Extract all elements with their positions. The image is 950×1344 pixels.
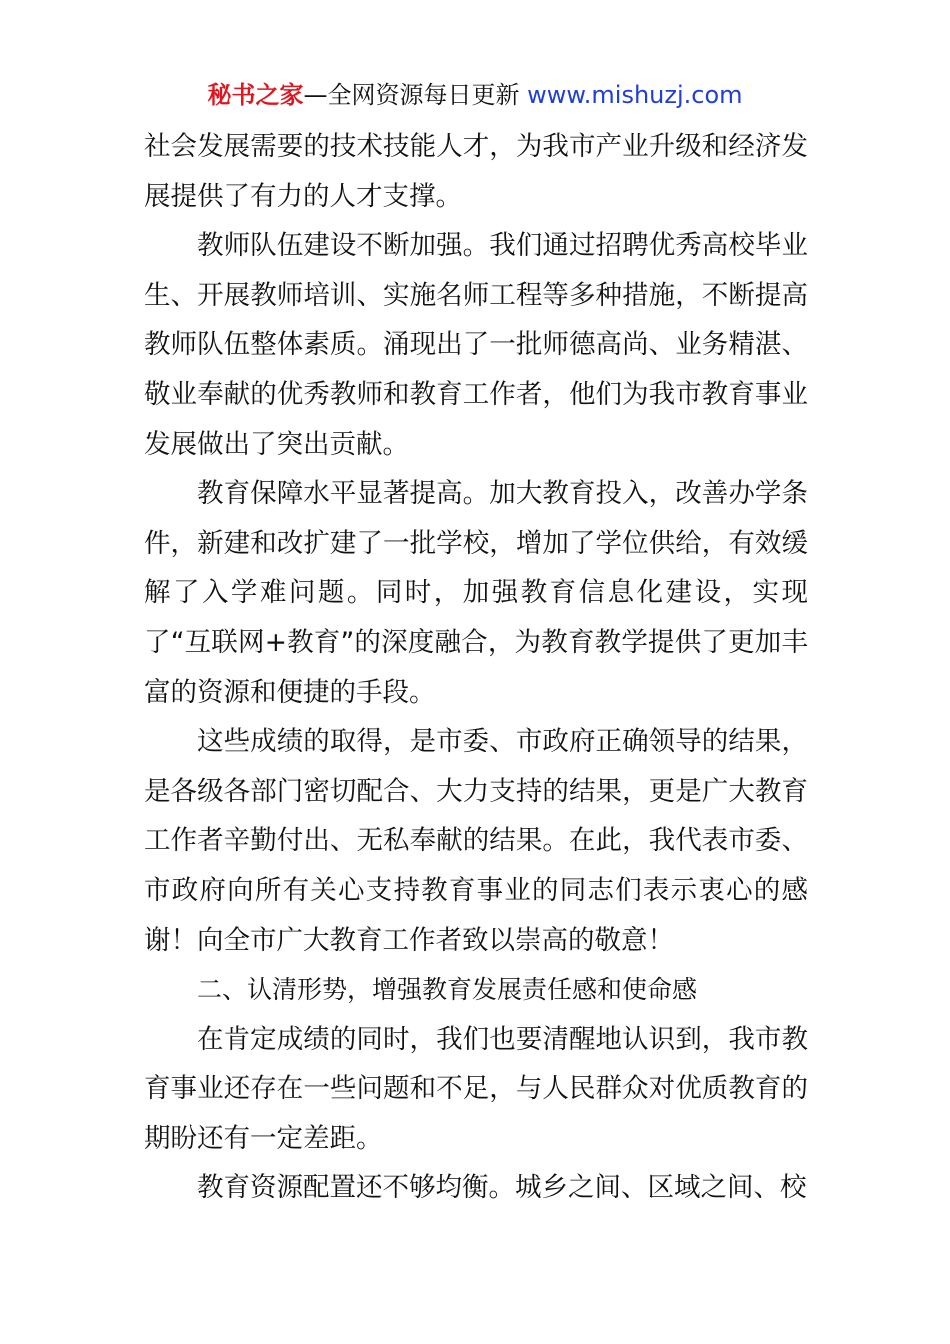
site-url-link[interactable]: www.mishuzj.com [527, 81, 743, 109]
brand-name: 秘书之家 [207, 81, 304, 109]
paragraph-achievements-thanks: 这些成绩的取得，是市委、市政府正确领导的结果，是各级各部门密切配合、大力支持的结果，更是广大教育工作者辛勤付出、无私奉献的结果。在此，我代表市委、市政府向所有关心支持教育事业的同志们表示衷心的感谢！向全市广大教育工作者致以崇高的敬意！ [144, 726, 808, 956]
header-tagline: —全网资源每日更新 [303, 81, 528, 109]
section-heading: 二、认清形势，增强教育发展责任感和使命感 [197, 975, 698, 1005]
paragraph-problems: 在肯定成绩的同时，我们也要清醒地认识到，我市教育事业还存在一些问题和不足，与人民群众对优质教育的期盼还有一定差距。 [144, 1023, 808, 1154]
paragraph-resource-allocation: 教育资源配置还不够均衡。城乡之间、区域之间、校 [197, 1172, 807, 1204]
paragraph-education-guarantee: 教育保障水平显著提高。加大教育投入，改善办学条件，新建和改扩建了一批学校，增加了学位供给，有效缓解了入学难问题。同时，加强教育信息化建设，实现了“互联网+教育”的深度融合，为教育教学提供了更加丰富的资源和便捷的手段。 [144, 478, 808, 708]
paragraph-continuation: 社会发展需要的技术技能人才，为我市产业升级和经济发展提供了有力的人才支撑。 [144, 131, 808, 212]
paragraph-teacher-team: 教师队伍建设不断加强。我们通过招聘优秀高校毕业生、开展教师培训、实施名师工程等多种措施，不断提高教师队伍整体素质。涌现出了一批师德高尚、业务精湛、敬业奉献的优秀教师和教育工作者，他们为我市教育事业发展做出了突出贡献。 [144, 230, 808, 460]
document-body [144, 122, 808, 1213]
site-header [0, 78, 950, 112]
